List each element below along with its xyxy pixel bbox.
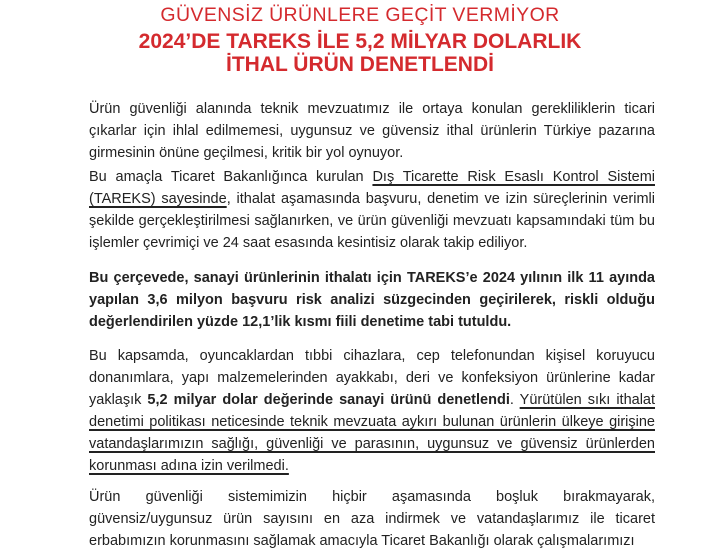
paragraph-1: Ürün güvenliği alanında teknik mevzuatımız ile ortaya konulan gerekliliklerin ticari çıkarlar için ihlal edilmemesi, uygunsuz ve güvensiz ithal ürünlerin Türkiye pazarına girmesinin önüne geçilmesi, kritik bir yol oynuyor. <box>89 101 655 161</box>
paragraph-2-text-a: Bu amaçla Ticaret Bakanlığınca kurulan <box>89 169 373 185</box>
paragraph-4 <box>89 345 655 477</box>
paragraph-2-text-b: , ithalat aşamasında başvuru, denetim ve izin süreçlerinin verimli şekilde gerçekleştirilmesi sağlanırken, ve ürün güvenliği mevzuatı kapsamındaki tüm bu işlemler çevrimiçi ve 24 saat esasında kesintisiz olarak takip ediliyor. <box>89 191 655 251</box>
paragraph-4-text-a: Bu kapsamda, oyuncaklardan tıbbi cihazlara, cep telefonundan kişisel koruyucu donanımlara, yapı malzemelerinden ayakkabı, deri ve konfeksiyon ürünlerine kadar yaklaşık <box>89 348 655 408</box>
tareks-underlined-text: Dış Ticarette Risk Esaslı Kontrol Sistemi (TAREKS) sayesinde <box>89 169 655 207</box>
paragraph-4-bold-amount: 5,2 milyar dolar değerinde sanayi ürünü denetlendi <box>147 392 510 408</box>
paragraph-2 <box>89 166 655 254</box>
paragraph-4-text-b: . <box>509 392 520 408</box>
title-line-2: İTHAL ÜRÜN DENETLENDİ <box>226 53 494 76</box>
title-line-1: 2024’DE TAREKS İLE 5,2 MİLYAR DOLARLIK <box>138 30 582 53</box>
paragraph-3-bold: Bu çerçevede, sanayi ürünlerinin ithalatı için TAREKS’e 2024 yılının ilk 11 ayında yapılan 3,6 milyon başvuru risk analizi süzgecinden geçirilerek, riskli olduğu değerlendirilen yüzde 12,1’lik kısmı fiili denetime tabi tutuldu. <box>89 270 655 330</box>
paragraph-5: Ürün güvenliği sistemimizin hiçbir aşamasında boşluk bırakmayarak, güvensiz/uygunsuz ürün sayısını en aza indirmek ve vatandaşlarımız ile ticaret erbabımızın korunmasını sağlamak amacıyla Ticaret Bakanlığı olarak çalışmalarımızı <box>89 489 655 549</box>
kicker-heading: GÜVENSİZ ÜRÜNLERE GEÇİT VERMİYOR <box>160 4 560 26</box>
paragraph-4-underlined-text: Yürütülen sıkı ithalat denetimi politikası neticesinde teknik mevzuata aykırı bulunan ürünlerin ülkeye girişine vatandaşlarımızın sağlığı, güvenliği ve parasının, uygunsuz ve güvensiz ürünlerden korunması adına izin verilmedi. <box>89 392 656 474</box>
